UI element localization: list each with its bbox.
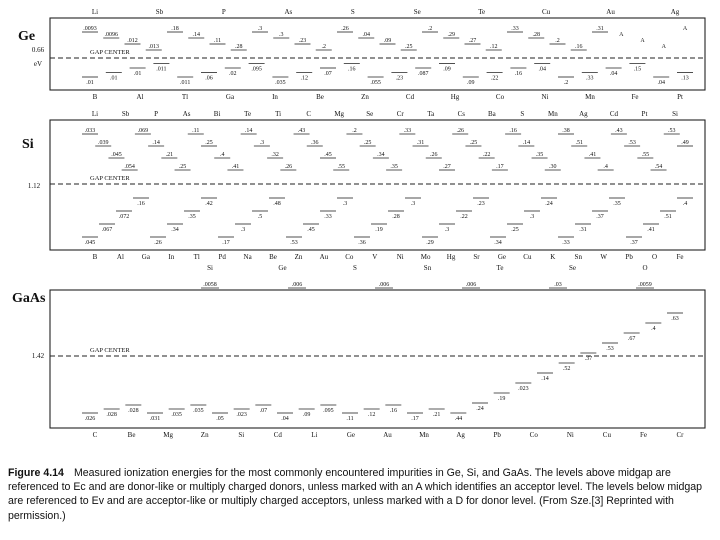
si-extra-element-sn: Sn: [423, 264, 432, 272]
si-upper-level-value: .14: [244, 128, 253, 134]
gaas-bottom-element-ni: Ni: [566, 431, 574, 439]
ge-upper-level-value: .12: [490, 44, 498, 50]
si-extra-value: .03: [554, 282, 562, 288]
ge-lower-level-value: .011: [156, 66, 167, 73]
si-extra-value: .006: [465, 282, 477, 288]
gaas-level-value: .09: [302, 412, 311, 418]
ge-upper-level-value: .27: [468, 38, 477, 44]
si-lower-level-value: .37: [596, 214, 604, 220]
si-panel-label: Si: [22, 137, 34, 152]
si-bottom-element-hg: Hg: [446, 253, 456, 261]
si-top-element-li: Li: [91, 110, 99, 118]
si-upper-level-value: .55: [641, 152, 650, 158]
si-upper-level-value: .41: [588, 152, 597, 158]
si-bottom-element-v: V: [372, 253, 378, 261]
ge-upper-level-value: .29: [447, 32, 455, 38]
si-bottom-element-be: Be: [269, 253, 277, 261]
figure-label: Figure 4.14: [8, 467, 64, 479]
gaas-level-value: .19: [497, 396, 506, 402]
ge-upper-level-value: .0093: [83, 26, 97, 32]
ge-bottom-element-ni: Ni: [541, 93, 549, 101]
ge-top-element-as: As: [284, 8, 293, 16]
si-lower-level-value: .3: [240, 227, 246, 233]
gaas-gap-energy-label: 1.42: [31, 352, 45, 360]
ge-top-element-p: P: [221, 8, 226, 16]
si-upper-level-value: .35: [390, 164, 398, 170]
ge-upper-level-value: A: [619, 32, 624, 38]
ge-lower-level-value: .01: [133, 71, 142, 77]
ge-bottom-element-hg: Hg: [450, 93, 460, 101]
ge-lower-level-value: .04: [609, 71, 618, 77]
si-lower-level-value: .3: [444, 227, 450, 233]
gaas-bottom-element-zn: Zn: [200, 431, 209, 439]
si-bottom-element-ga: Ga: [141, 253, 150, 261]
si-extra-value: .0058: [203, 282, 217, 288]
ge-lower-level-value: .035: [275, 80, 286, 86]
si-bottom-element-fe: Fe: [676, 253, 684, 261]
si-upper-level-value: .033: [84, 128, 96, 134]
ge-top-element-li: Li: [91, 8, 99, 16]
ge-bottom-element-pt: Pt: [677, 93, 683, 101]
si-lower-level-value: .33: [562, 240, 570, 246]
ge-lower-level-value: .04: [657, 80, 665, 86]
si-upper-level-value: .3: [259, 140, 265, 146]
gaas-bottom-element-cd: Cd: [273, 431, 282, 439]
si-lower-level-value: .25: [511, 227, 519, 233]
si-upper-level-value: .045: [111, 152, 122, 158]
si-upper-level-value: .31: [416, 140, 425, 146]
si-upper-level-value: .32: [271, 152, 279, 158]
ge-upper-level-value: A: [661, 44, 666, 50]
gaas-level-value: .63: [671, 316, 679, 322]
si-bottom-element-na: Na: [243, 253, 252, 261]
gaas-level-value: .44: [454, 416, 463, 422]
si-lower-level-value: .28: [392, 214, 400, 220]
si-upper-level-value: .22: [482, 152, 491, 158]
caption-text: Measured ionization energies for the most commonly encountered impurities in Ge, Si, and GaAs. The levels above midgap are referenced to Ec and are donor-like or multiply charged donors, unless marked with an A which identifies an acceptor level. The levels below midgap are referenced to Ev and are acceptor-like or multiply charged acceptors, unless marked with a D for donor level. (From Sze.[3] Reprinted with permission.): [8, 467, 703, 522]
ge-upper-level-value: .23: [298, 38, 307, 44]
si-lower-level-value: .16: [137, 201, 145, 207]
ge-bottom-element-mn: Mn: [585, 93, 595, 101]
gaas-level-value: .24: [476, 406, 484, 412]
gaas-bottom-element-pb: Pb: [493, 431, 501, 439]
gaas-bottom-element-mn: Mn: [419, 431, 429, 439]
si-upper-level-value: .4: [219, 152, 225, 158]
si-upper-level-value: .054: [124, 164, 135, 170]
si-extra-value: .0059: [638, 282, 652, 288]
gaas-level-value: .035: [193, 408, 204, 414]
si-upper-level-value: .41: [231, 164, 240, 170]
ge-lower-level-value: .055: [370, 80, 381, 86]
si-bottom-element-au: Au: [319, 253, 329, 261]
ge-upper-level-value: .09: [383, 38, 392, 44]
si-lower-level-value: .41: [647, 227, 655, 233]
ge-top-element-se: Se: [413, 8, 421, 16]
gaas-bottom-element-co: Co: [529, 431, 538, 439]
si-upper-level-value: .45: [324, 152, 332, 158]
si-bottom-element-o: O: [652, 253, 658, 261]
si-lower-level-value: .19: [375, 227, 383, 233]
si-upper-level-value: .14: [522, 140, 531, 146]
si-extra-element-o: O: [642, 264, 648, 272]
gaas-bottom-element-cr: Cr: [676, 431, 684, 439]
ge-bottom-element-b: B: [92, 93, 98, 101]
gaas-level-value: .028: [106, 412, 117, 418]
gaas-bottom-element-c: C: [92, 431, 98, 439]
si-top-element-mn: Mn: [548, 110, 558, 118]
ge-upper-level-value: .013: [148, 44, 159, 50]
ge-bottom-element-cd: Cd: [405, 93, 415, 101]
si-top-element-cd: Cd: [609, 110, 619, 118]
si-top-element-se: Se: [366, 110, 374, 118]
si-bottom-element-k: K: [550, 253, 556, 261]
ge-lower-level-value: .09: [467, 80, 475, 86]
si-gap-center-label: GAP CENTER: [90, 175, 130, 182]
gaas-level-value: .095: [323, 408, 334, 414]
ge-bottom-element-al: Al: [136, 93, 144, 101]
ge-bottom-element-fe: Fe: [631, 93, 639, 101]
si-lower-level-value: .24: [545, 201, 553, 207]
si-bottom-element-co: Co: [345, 253, 354, 261]
ge-upper-level-value: .3: [279, 32, 284, 38]
ge-upper-level-value: .0096: [104, 32, 118, 38]
si-top-element-ba: Ba: [487, 110, 496, 118]
ge-upper-level-value: .18: [171, 26, 179, 32]
si-lower-level-value: .37: [630, 240, 638, 246]
si-gap-energy-label: 1.12: [27, 182, 41, 190]
si-upper-level-value: .11: [192, 128, 200, 134]
ge-upper-level-value: .33: [511, 26, 519, 32]
si-upper-level-value: .55: [337, 164, 345, 170]
si-top-element-bi: Bi: [213, 110, 221, 118]
gaas-level-value: .023: [236, 412, 247, 418]
si-top-element-cs: Cs: [457, 110, 466, 118]
si-extra-element-si: Si: [207, 264, 213, 272]
ge-upper-level-value: .012: [127, 38, 138, 44]
si-upper-level-value: .43: [615, 128, 623, 134]
gaas-bottom-element-li: Li: [311, 431, 318, 439]
ge-upper-level-value: .2: [321, 44, 326, 50]
ge-upper-level-value: A: [640, 38, 645, 44]
si-upper-level-value: .33: [403, 128, 412, 134]
si-lower-level-value: .48: [273, 201, 281, 207]
ge-top-element-ag: Ag: [670, 8, 680, 16]
si-top-element-si: Si: [672, 110, 678, 118]
ge-upper-level-value: .11: [213, 38, 222, 44]
ge-upper-level-value: .26: [341, 26, 349, 32]
ge-lower-level-value: .16: [348, 66, 356, 73]
si-upper-level-value: .53: [668, 128, 676, 134]
si-bottom-element-pb: Pb: [625, 253, 633, 261]
gaas-level-value: .026: [84, 416, 96, 422]
si-upper-level-value: .14: [152, 140, 160, 146]
si-lower-level-value: .3: [410, 201, 416, 207]
ge-lower-level-value: .33: [586, 75, 594, 82]
si-top-element-te: Te: [244, 110, 252, 118]
si-lower-level-value: .26: [154, 240, 162, 246]
ge-top-element-cu: Cu: [542, 8, 551, 16]
si-lower-level-value: .3: [342, 201, 348, 207]
gaas-bottom-element-ag: Ag: [456, 431, 465, 439]
si-upper-level-value: .25: [178, 164, 187, 170]
si-lower-level-value: .36: [358, 240, 366, 246]
si-upper-level-value: .38: [562, 128, 570, 134]
si-upper-level-value: .49: [681, 140, 689, 146]
gaas-level-value: .035: [171, 412, 182, 418]
si-top-element-p: P: [154, 110, 159, 118]
ge-upper-level-value: .25: [405, 44, 413, 50]
ge-top-element-te: Te: [478, 8, 486, 16]
si-upper-level-value: .069: [137, 128, 149, 134]
si-top-element-c: C: [306, 110, 312, 118]
si-lower-level-value: .35: [188, 214, 196, 220]
ge-lower-level-value: .011: [180, 80, 191, 86]
si-bottom-element-pd: Pd: [218, 253, 226, 261]
si-top-element-as: As: [182, 110, 191, 118]
gaas-level-value: .16: [389, 408, 398, 414]
si-bottom-element-b: B: [92, 253, 98, 261]
ge-lower-level-value: .12: [300, 75, 308, 82]
si-lower-level-value: .45: [307, 227, 315, 233]
si-extra-element-ge: Ge: [278, 264, 287, 272]
ge-lower-level-value: .095: [251, 66, 262, 73]
si-lower-level-value: .22: [460, 214, 468, 220]
si-bottom-element-mo: Mo: [420, 253, 431, 261]
gaas-panel-label: GaAs: [12, 291, 46, 306]
ge-upper-level-value: .3: [257, 26, 263, 32]
figure-caption: [8, 466, 712, 523]
si-upper-level-value: .26: [284, 164, 293, 170]
gaas-level-value: .12: [367, 412, 376, 418]
gaas-level-value: .53: [606, 346, 614, 352]
ge-top-element-sb: Sb: [155, 8, 164, 16]
gaas-level-value: .031: [149, 416, 161, 422]
ge-top-element-s: S: [350, 8, 355, 16]
si-top-element-ag: Ag: [579, 110, 588, 118]
si-upper-level-value: .51: [575, 140, 583, 146]
si-lower-level-value: .53: [290, 240, 298, 246]
si-top-element-s: S: [520, 110, 525, 118]
si-lower-level-value: .4: [682, 201, 688, 207]
si-top-element-sb: Sb: [121, 110, 130, 118]
si-lower-level-value: .29: [426, 240, 434, 246]
ge-lower-level-value: .07: [324, 71, 332, 77]
si-bottom-element-zn: Zn: [294, 253, 303, 261]
si-upper-level-value: .26: [456, 128, 464, 134]
si-upper-level-value: .2: [352, 128, 357, 134]
si-lower-level-value: .067: [101, 227, 113, 233]
si-top-element-pt: Pt: [641, 110, 648, 118]
si-extra-element-s: S: [353, 264, 357, 272]
ge-lower-level-value: .01: [110, 75, 118, 82]
gaas-level-value: .4: [651, 326, 656, 332]
si-upper-level-value: .30: [549, 164, 557, 170]
ge-upper-level-value: .14: [192, 32, 200, 38]
ge-lower-level-value: .09: [443, 66, 451, 73]
si-upper-level-value: .16: [509, 128, 517, 134]
si-upper-level-value: .25: [469, 140, 478, 146]
ge-lower-level-value: .04: [538, 66, 546, 73]
si-bottom-element-in: In: [168, 253, 175, 261]
si-bottom-element-sn: Sn: [574, 253, 582, 261]
ge-upper-level-value: .28: [532, 32, 540, 38]
si-lower-level-value: .35: [613, 201, 621, 207]
ge-upper-level-value: .16: [575, 44, 583, 50]
gaas-level-value: .05: [216, 416, 224, 422]
ge-lower-level-value: .02: [229, 71, 237, 77]
ge-lower-level-value: .22: [490, 75, 499, 82]
si-bottom-element-tl: Tl: [193, 253, 200, 261]
si-bottom-element-ni: Ni: [396, 253, 404, 261]
si-lower-level-value: .34: [494, 240, 502, 246]
si-upper-level-value: .43: [297, 128, 306, 134]
si-upper-level-value: .17: [496, 164, 504, 170]
gaas-level-value: .37: [584, 356, 593, 362]
ge-upper-level-value: .2: [427, 26, 433, 32]
ge-gap-energy-label: eV: [33, 60, 43, 68]
ge-upper-level-value: A: [682, 26, 688, 32]
si-lower-level-value: .045: [84, 240, 96, 246]
ge-lower-level-value: .06: [205, 75, 213, 82]
ge-lower-level-value: .01: [86, 80, 94, 86]
si-top-element-mg: Mg: [334, 110, 345, 118]
gaas-bottom-element-cu: Cu: [602, 431, 611, 439]
si-extra-element-se: Se: [569, 264, 576, 272]
gaas-level-value: .21: [432, 412, 441, 418]
si-upper-level-value: .4: [603, 164, 608, 170]
si-top-element-ta: Ta: [427, 110, 435, 118]
si-extra-value: .006: [378, 282, 390, 288]
si-extra-element-te: Te: [496, 264, 504, 272]
gaas-level-value: .67: [627, 336, 636, 342]
gaas-bottom-element-mg: Mg: [163, 431, 173, 439]
si-bottom-element-al: Al: [116, 253, 124, 261]
si-upper-level-value: .35: [535, 152, 544, 158]
si-bottom-element-cu: Cu: [523, 253, 532, 261]
si-lower-level-value: .3: [529, 214, 535, 220]
si-upper-level-value: .21: [165, 152, 174, 158]
si-upper-level-value: .27: [443, 164, 451, 170]
gaas-level-value: .14: [541, 376, 549, 382]
gaas-panel-frame: [50, 290, 705, 428]
gaas-level-value: .52: [562, 366, 571, 372]
ge-bottom-element-zn: Zn: [361, 93, 369, 101]
gaas-level-value: .04: [281, 416, 289, 422]
si-upper-level-value: .25: [363, 140, 372, 146]
si-upper-level-value: .53: [628, 140, 636, 146]
gaas-gap-center-label: GAP CENTER: [90, 347, 130, 354]
si-bottom-element-sr: Sr: [473, 253, 480, 261]
si-upper-level-value: .039: [97, 140, 109, 146]
ge-upper-level-value: .28: [235, 44, 243, 50]
si-top-element-ti: Ti: [275, 110, 282, 118]
gaas-bottom-element-si: Si: [238, 431, 245, 439]
si-lower-level-value: .34: [171, 227, 179, 233]
ge-lower-level-value: .13: [681, 75, 689, 82]
si-lower-level-value: .51: [664, 214, 672, 220]
gaas-bottom-element-au: Au: [383, 431, 392, 439]
si-bottom-element-w: W: [600, 253, 608, 261]
ge-gap-energy-label: 0.66: [31, 46, 45, 54]
ge-bottom-element-in: In: [272, 93, 278, 101]
si-lower-level-value: .23: [477, 201, 485, 207]
ge-lower-level-value: .15: [633, 66, 642, 73]
ge-upper-level-value: .04: [362, 32, 370, 38]
si-lower-level-value: .5: [257, 214, 263, 220]
ge-bottom-element-be: Be: [316, 93, 324, 101]
gaas-level-value: .023: [518, 386, 529, 392]
ge-bottom-element-co: Co: [495, 93, 505, 101]
ge-lower-level-value: .087: [417, 71, 429, 77]
si-lower-level-value: .33: [324, 214, 332, 220]
gaas-level-value: .17: [411, 416, 419, 422]
gaas-bottom-element-be: Be: [127, 431, 136, 439]
si-lower-level-value: .42: [205, 201, 213, 207]
ge-bottom-element-tl: Tl: [181, 93, 189, 101]
ge-panel-label: Ge: [18, 29, 36, 44]
ge-bottom-element-ga: Ga: [225, 93, 235, 101]
gaas-level-value: .028: [128, 408, 139, 414]
si-upper-level-value: .36: [311, 140, 319, 146]
si-lower-level-value: .17: [222, 240, 230, 246]
si-upper-level-value: .25: [205, 140, 213, 146]
si-extra-value: .006: [291, 282, 303, 288]
si-lower-level-value: .072: [118, 214, 130, 220]
ge-top-element-au: Au: [606, 8, 615, 16]
si-upper-level-value: .26: [430, 152, 438, 158]
si-top-element-cr: Cr: [396, 110, 404, 118]
gaas-level-value: .07: [259, 408, 268, 414]
ge-lower-level-value: .23: [395, 75, 404, 82]
ge-gap-center-label: GAP CENTER: [90, 49, 130, 56]
si-upper-level-value: .54: [654, 164, 663, 170]
ge-lower-level-value: .16: [514, 71, 523, 77]
ge-upper-level-value: .2: [555, 38, 560, 44]
gaas-level-value: .11: [346, 416, 354, 422]
si-bottom-element-ge: Ge: [497, 253, 507, 261]
ge-upper-level-value: .31: [596, 26, 604, 32]
gaas-bottom-element-ge: Ge: [346, 431, 356, 439]
ge-lower-level-value: .2: [563, 80, 569, 86]
gaas-bottom-element-fe: Fe: [639, 431, 647, 439]
si-upper-level-value: .34: [377, 152, 385, 158]
si-lower-level-value: .31: [579, 227, 587, 233]
